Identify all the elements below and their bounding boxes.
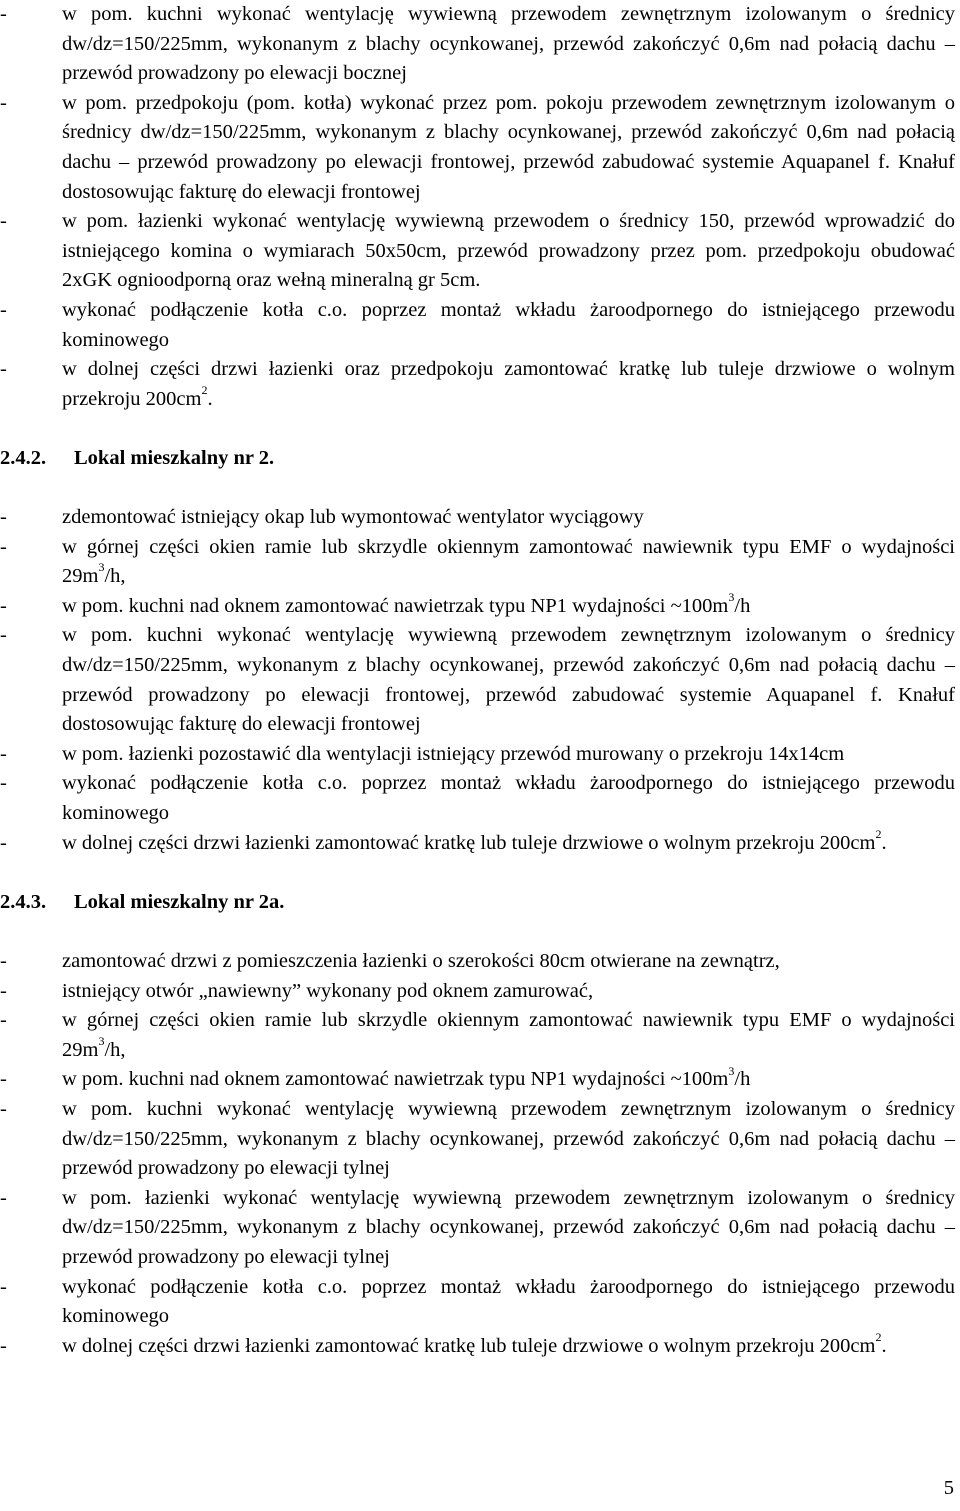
list-item <box>0 296 960 355</box>
list-item-text: w dolnej części drzwi łazienki oraz przedpokoju zamontować kratkę lub tuleje drzwiowe o wolnym przekroju 200cm <box>62 358 955 410</box>
list-item-text: w pom. kuchni wykonać wentylację wywiewną przewodem zewnętrznym izolowanym o średnicy dw/dz=150/225mm, wykonanym z blachy ocynkowanej, przewód zakończyć 0,6m nad połacią dachu – przewód prowadzony po elewacji frontowej, przewód zabudować systemie Aquapanel f. Knałuf dostosowując fakturę do elewacji frontowej <box>62 624 955 736</box>
list-dash: - <box>0 979 7 1002</box>
list-item-text: w dolnej części drzwi łazienki zamontować kratkę lub tuleje drzwiowe o wolnym przekroju 200cm <box>62 1334 876 1357</box>
section-2-4-3-list <box>0 947 960 1361</box>
list-item <box>0 947 960 977</box>
list-dash: - <box>0 742 7 765</box>
list-dash: - <box>0 831 7 854</box>
section-number: 2.4.3. <box>0 890 47 913</box>
page-number: 5 <box>943 1477 954 1499</box>
list-item-text: w pom. kuchni nad oknem zamontować nawietrzak typu NP1 wydajności ~100m <box>62 594 729 617</box>
list-dash: - <box>0 950 7 972</box>
list-item-text: zdemontować istniejący okap lub wymontować wentylator wyciągowy <box>62 506 644 529</box>
list-item-text: wykonać podłączenie kotła c.o. poprzez montaż wkładu żaroodpornego do istniejącego przewodu kominowego <box>62 298 955 351</box>
list-dash: - <box>0 1334 7 1357</box>
spacer <box>0 474 960 504</box>
list-item <box>0 621 960 739</box>
spacer <box>0 917 960 947</box>
list-item <box>0 207 960 296</box>
section-heading-2-4-3 <box>0 888 960 918</box>
list-item-suffix: /h <box>734 1068 751 1091</box>
list-item-text: w pom. łazienki wykonać wentylację wywiewną przewodem o średnicy 150, przewód wprowadzić do istniejącego komina o wymiarach 50x50cm, przewód prowadzony przez pom. przedpokoju obudować 2xGK ognioodporną oraz wełną mineralną gr 5cm. <box>62 210 955 292</box>
list-item <box>0 1329 960 1362</box>
list-dash: - <box>0 1186 7 1209</box>
list-dash: - <box>0 1097 7 1120</box>
list-item <box>0 1184 960 1273</box>
list-item-suffix: /h <box>734 594 751 617</box>
superscript: 3 <box>728 1063 735 1078</box>
list-item <box>0 533 960 592</box>
list-dash: - <box>0 210 7 233</box>
list-item-text: w pom. kuchni nad oknem zamontować nawietrzak typu NP1 wydajności ~100m <box>62 1068 729 1091</box>
list-item <box>0 89 960 207</box>
list-item-text: wykonać podłączenie kotła c.o. poprzez montaż wkładu żaroodpornego do istniejącego przewodu kominowego <box>62 772 955 825</box>
list-item <box>0 977 960 1007</box>
list-item <box>0 0 960 89</box>
list-item <box>0 1006 960 1065</box>
superscript: 3 <box>98 560 105 575</box>
list-item-suffix: /h, <box>104 1038 126 1061</box>
list-item-text: w dolnej części drzwi łazienki zamontować kratkę lub tuleje drzwiowe o wolnym przekroju 200cm <box>62 831 876 854</box>
spacer <box>0 414 960 444</box>
list-item <box>0 769 960 828</box>
spacer <box>0 858 960 888</box>
section-2-4-1-tail <box>0 0 960 414</box>
list-item-text: w pom. przedpokoju (pom. kotła) wykonać przez pom. pokoju przewodem zewnętrznym izolowanym o średnicy dw/dz=150/225mm, wykonanym z blachy ocynkowanej, przewód zakończyć 0,6m nad połacią dachu – przewód prowadzony po elewacji frontowej, przewód zabudować systemie Aquapanel f. Knałuf dostosowując fakturę do elewacji frontowej <box>62 91 955 203</box>
list-item-suffix: . <box>207 387 213 410</box>
list-dash: - <box>0 772 7 795</box>
list-item <box>0 503 960 533</box>
list-item-text: w pom. łazienki wykonać wentylację wywiewną przewodem zewnętrznym izolowanym o średnicy dw/dz=150/225mm, wykonanym z blachy ocynkowanej, przewód zakończyć 0,6m nad połacią dachu – przewód prowadzony po elewacji tylnej <box>62 1186 955 1268</box>
list-dash: - <box>0 594 7 617</box>
list-item-text: w pom. kuchni wykonać wentylację wywiewną przewodem zewnętrznym izolowanym o średnicy dw/dz=150/225mm, wykonanym z blachy ocynkowanej, przewód zakończyć 0,6m nad połacią dachu – przewód prowadzony po elewacji bocznej <box>62 3 955 85</box>
list-dash: - <box>0 1275 7 1298</box>
list-dash: - <box>0 358 7 381</box>
list-item-text: istniejący otwór „nawiewny” wykonany pod oknem zamurować, <box>62 979 594 1002</box>
superscript: 3 <box>98 1033 105 1048</box>
superscript: 3 <box>728 590 735 605</box>
list-dash: - <box>0 1009 7 1032</box>
section-heading-2-4-2 <box>0 444 960 474</box>
list-item-text: zamontować drzwi z pomieszczenia łazienki o szerokości 80cm otwierane na zewnątrz, <box>62 950 780 972</box>
list-dash: - <box>0 3 7 25</box>
list-item-text: w pom. kuchni wykonać wentylację wywiewną przewodem zewnętrznym izolowanym o średnicy dw/dz=150/225mm, wykonanym z blachy ocynkowanej, przewód zakończyć 0,6m nad połacią dachu – przewód prowadzony po elewacji tylnej <box>62 1097 955 1180</box>
list-item-suffix: /h, <box>104 565 126 588</box>
list-dash: - <box>0 624 7 647</box>
list-item <box>0 1273 960 1332</box>
list-item <box>0 826 960 859</box>
superscript: 2 <box>875 1329 882 1344</box>
list-item-suffix: . <box>881 831 887 854</box>
list-item <box>0 740 960 770</box>
list-dash: - <box>0 535 7 558</box>
list-item-text: w górnej części okien ramie lub skrzydle okiennym zamontować nawiewnik typu EMF o wydajności 29m <box>62 1009 955 1061</box>
section-title: Lokal mieszkalny nr 2a. <box>74 890 285 913</box>
list-item-text: wykonać podłączenie kotła c.o. poprzez montaż wkładu żaroodpornego do istniejącego przewodu kominowego <box>62 1275 955 1328</box>
superscript: 2 <box>875 826 882 841</box>
list-item <box>0 355 960 414</box>
list-item-text: w górnej części okien ramie lub skrzydle okiennym zamontować nawiewnik typu EMF o wydajności 29m <box>62 535 955 588</box>
section-number: 2.4.2. <box>0 446 47 469</box>
list-item <box>0 592 960 622</box>
list-item-suffix: . <box>881 1334 887 1357</box>
list-dash: - <box>0 506 7 529</box>
list-item <box>0 1065 960 1095</box>
superscript: 2 <box>201 382 208 397</box>
list-dash: - <box>0 91 7 114</box>
list-item <box>0 1095 960 1184</box>
section-title: Lokal mieszkalny nr 2. <box>74 446 275 469</box>
section-2-4-2-list <box>0 503 960 858</box>
list-item-text: w pom. łazienki pozostawić dla wentylacji istniejący przewód murowany o przekroju 14x14cm <box>62 742 845 765</box>
list-dash: - <box>0 1068 7 1091</box>
list-dash: - <box>0 298 7 321</box>
